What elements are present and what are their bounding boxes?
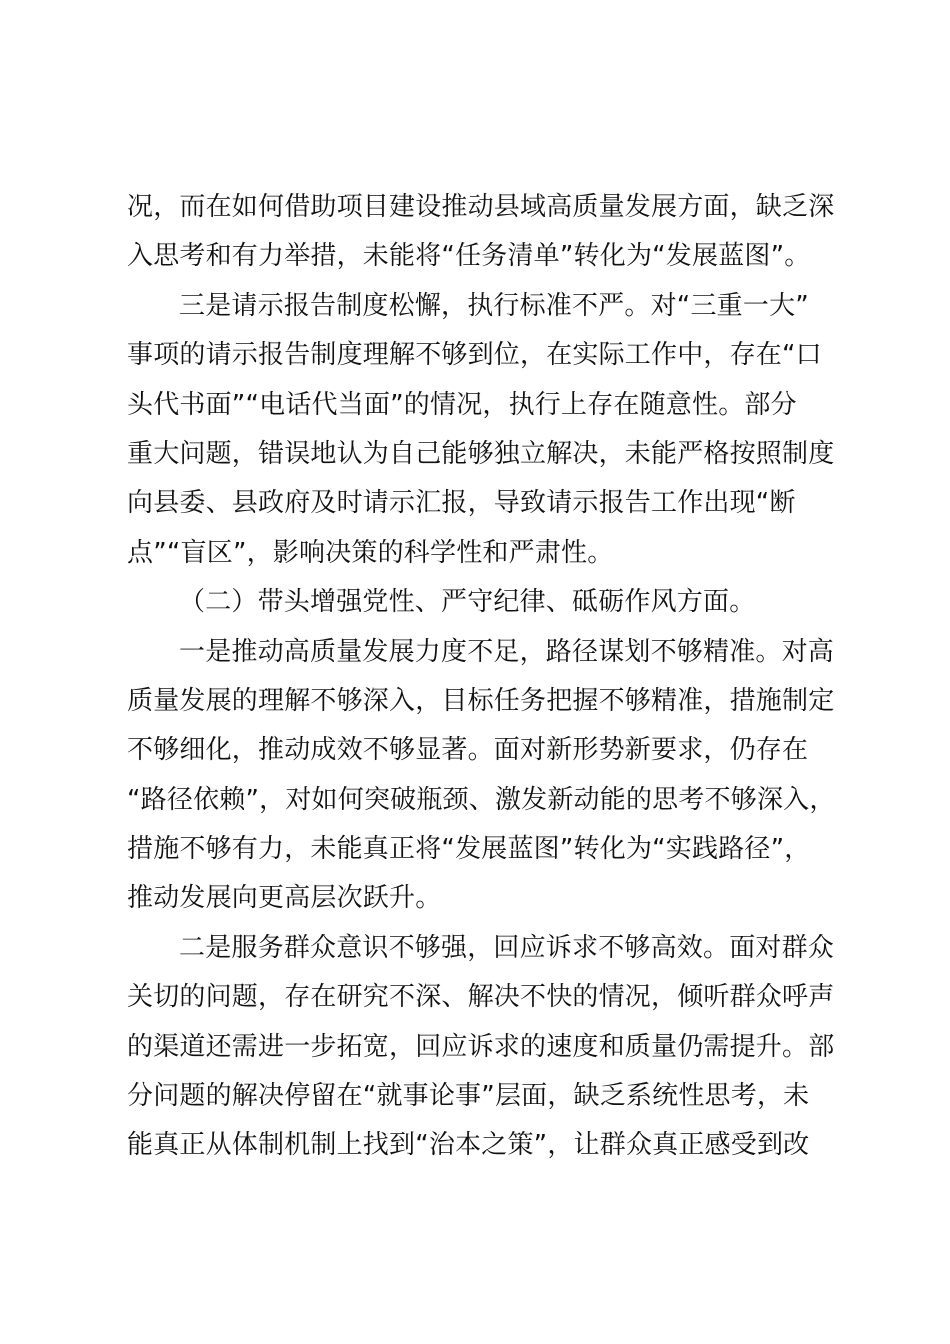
text-line: 能真正从体制机制上找到“治本之策”，让群众真正感受到改 — [127, 1130, 810, 1161]
text-line: 关切的问题，存在研究不深、解决不快的情况，倾听群众呼声 — [127, 982, 835, 1013]
text-line: “路径依赖”，对如何突破瓶颈、激发新动能的思考不够深入， — [127, 784, 836, 815]
section-heading: （二）带头增强党性、严守纪律、砥砺作风方面。 — [179, 587, 756, 618]
paragraph-start-line: 三是请示报告制度松懈，执行标准不严。对“三重一大” — [179, 290, 809, 321]
text-line: 不够细化，推动成效不够显著。面对新形势新要求，仍存在 — [127, 735, 809, 766]
text-line: 质量发展的理解不够深入，目标任务把握不够精准，措施制定 — [127, 685, 835, 716]
text-line: 点”“盲区”，影响决策的科学性和严肃性。 — [127, 537, 614, 568]
text-line: 分问题的解决停留在“就事论事”层面，缺乏系统性思考，未 — [127, 1081, 810, 1112]
text-line: 向县委、县政府及时请示汇报，导致请示报告工作出现“断 — [127, 488, 796, 519]
text-line: 推动发展向更高层次跃升。 — [127, 883, 442, 914]
text-line: 措施不够有力，未能真正将“发展蓝图”转化为“实践路径”， — [127, 834, 811, 865]
text-line: 重大问题，错误地认为自己能够独立解决，未能严格按照制度 — [127, 438, 835, 469]
body-text — [127, 183, 857, 1171]
text-line: 头代书面”“电话代当面”的情况，执行上存在随意性。部分 — [127, 389, 797, 420]
text-line: 事项的请示报告制度理解不够到位，在实际工作中，存在“口 — [127, 340, 822, 371]
paragraph-start-line: 一是推动高质量发展力度不足，路径谋划不够精准。对高 — [179, 636, 835, 667]
text-line: 况，而在如何借助项目建设推动县域高质量发展方面，缺乏深 — [127, 192, 835, 222]
text-line: 入思考和有力举措，未能将“任务清单”转化为“发展蓝图”。 — [127, 241, 811, 272]
text-line: 的渠道还需进一步拓宽，回应诉求的速度和质量仍需提升。部 — [127, 1031, 835, 1062]
paragraph-start-line: 二是服务群众意识不够强，回应诉求不够高效。面对群众 — [179, 932, 835, 963]
